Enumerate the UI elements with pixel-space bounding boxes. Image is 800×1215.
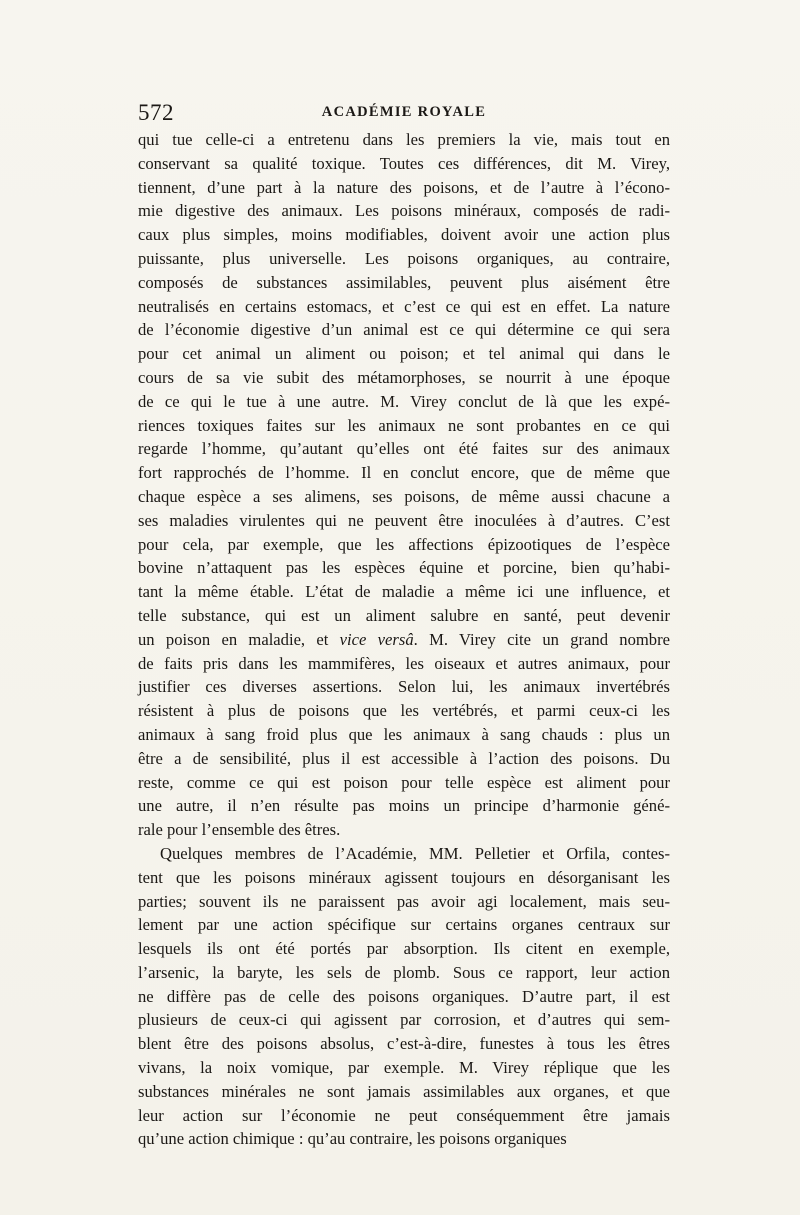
text-line: bovine n’attaquent pas les espèces équine et porcine, bien qu’habi- <box>138 558 670 578</box>
text-line: être a de sensibilité, plus il est accessible à l’action des poisons. Du <box>138 748 670 768</box>
text-line: pour cet animal un aliment ou poison; et tel animal qui dans le <box>138 344 670 364</box>
text-line: pour cela, par exemple, que les affections épizootiques de l’espèce <box>138 534 670 554</box>
text-line: parties; souvent ils ne paraissent pas avoir agi localement, mais seu- <box>138 891 670 911</box>
text-line: une autre, il n’en résulte pas moins un principe d’harmonie géné- <box>138 796 670 816</box>
text-line: substances minérales ne sont jamais assimilables aux organes, et que <box>138 1081 670 1101</box>
text-line: leur action sur l’économie ne peut conséquemment être jamais <box>138 1105 670 1125</box>
body-text <box>138 128 670 1151</box>
text-line: cours de sa vie subit des métamorphoses, se nourrit à une époque <box>138 367 670 387</box>
text-line: telle substance, qui est un aliment salubre en santé, peut devenir <box>138 605 670 625</box>
text-line: puissante, plus universelle. Les poisons organiques, au contraire, <box>138 248 670 268</box>
text-line: ne diffère pas de celle des poisons organiques. D’autre part, il est <box>138 986 670 1006</box>
text-line: tent que les poisons minéraux agissent toujours en désorganisant les <box>138 867 670 887</box>
italic-phrase: vice versâ <box>339 629 414 649</box>
text-line: lesquels ils ont été portés par absorption. Ils citent en exemple, <box>138 939 670 959</box>
text-line: de faits pris dans les mammifères, les oiseaux et autres animaux, pour <box>138 653 670 673</box>
text-line: fort rapprochés de l’homme. Il en conclut encore, que de même que <box>138 463 670 483</box>
text-line: Quelques membres de l’Académie, MM. Pelletier et Orfila, contes- <box>160 843 670 863</box>
page-header <box>138 100 670 128</box>
text-line: mie digestive des animaux. Les poisons minéraux, composés de radi- <box>138 201 670 221</box>
text-line: tant la même étable. L’état de maladie a même ici une influence, et <box>138 582 670 602</box>
page-number: 572 <box>138 100 174 125</box>
text-line: chaque espèce a ses alimens, ses poisons, de même aussi chacune a <box>138 486 670 506</box>
text-line: résistent à plus de poisons que les vertébrés, et parmi ceux-ci les <box>138 701 670 721</box>
text-line: plusieurs de ceux-ci qui agissent par corrosion, et d’autres qui sem- <box>138 1010 670 1030</box>
text-line: regarde l’homme, qu’autant qu’elles ont été faites sur des animaux <box>138 439 670 459</box>
text-line: caux plus simples, moins modifiables, doivent avoir une action plus <box>138 225 670 245</box>
text-line: tiennent, d’une part à la nature des poisons, et de l’autre à l’écono- <box>138 177 670 197</box>
text-line: ses maladies virulentes qui ne peuvent être inoculées à d’autres. C’est <box>138 510 670 530</box>
text-line: un poison en maladie, et vice versâ. M. Virey cite un grand nombre <box>138 629 670 649</box>
text-line: vivans, la noix vomique, par exemple. M. Virey réplique que les <box>138 1058 670 1078</box>
text-line: blent être des poisons absolus, c’est-à-dire, funestes à tous les êtres <box>138 1034 670 1054</box>
text-line: l’arsenic, la baryte, les sels de plomb. Sous ce rapport, leur action <box>138 962 670 982</box>
text-line: de ce qui le tue à une autre. M. Virey conclut de là que les expé- <box>138 391 670 411</box>
text-line: composés de substances assimilables, peuvent plus aisément être <box>138 272 670 292</box>
text-line: lement par une action spécifique sur certains organes centraux sur <box>138 915 670 935</box>
text-line: de l’économie digestive d’un animal est ce qui détermine ce qui sera <box>138 320 670 340</box>
text-line: reste, comme ce qui est poison pour telle espèce est aliment pour <box>138 772 670 792</box>
running-title: ACADÉMIE ROYALE <box>321 104 487 120</box>
text-line: qu’une action chimique : qu’au contraire, les poisons organiques <box>138 1129 567 1149</box>
text-line: qui tue celle-ci a entretenu dans les premiers la vie, mais tout en <box>138 130 670 149</box>
text-line: justifier ces diverses assertions. Selon lui, les animaux invertébrés <box>138 677 670 697</box>
text-line: conservant sa qualité toxique. Toutes ces différences, dit M. Virey, <box>138 153 670 173</box>
text-line: neutralisés en certains estomacs, et c’est ce qui est en effet. La nature <box>138 296 670 316</box>
text-line: rale pour l’ensemble des êtres. <box>138 820 341 840</box>
text-line: riences toxiques faites sur les animaux ne sont probantes en ce qui <box>138 415 670 435</box>
text-line: animaux à sang froid plus que les animaux à sang chauds : plus un <box>138 724 670 744</box>
